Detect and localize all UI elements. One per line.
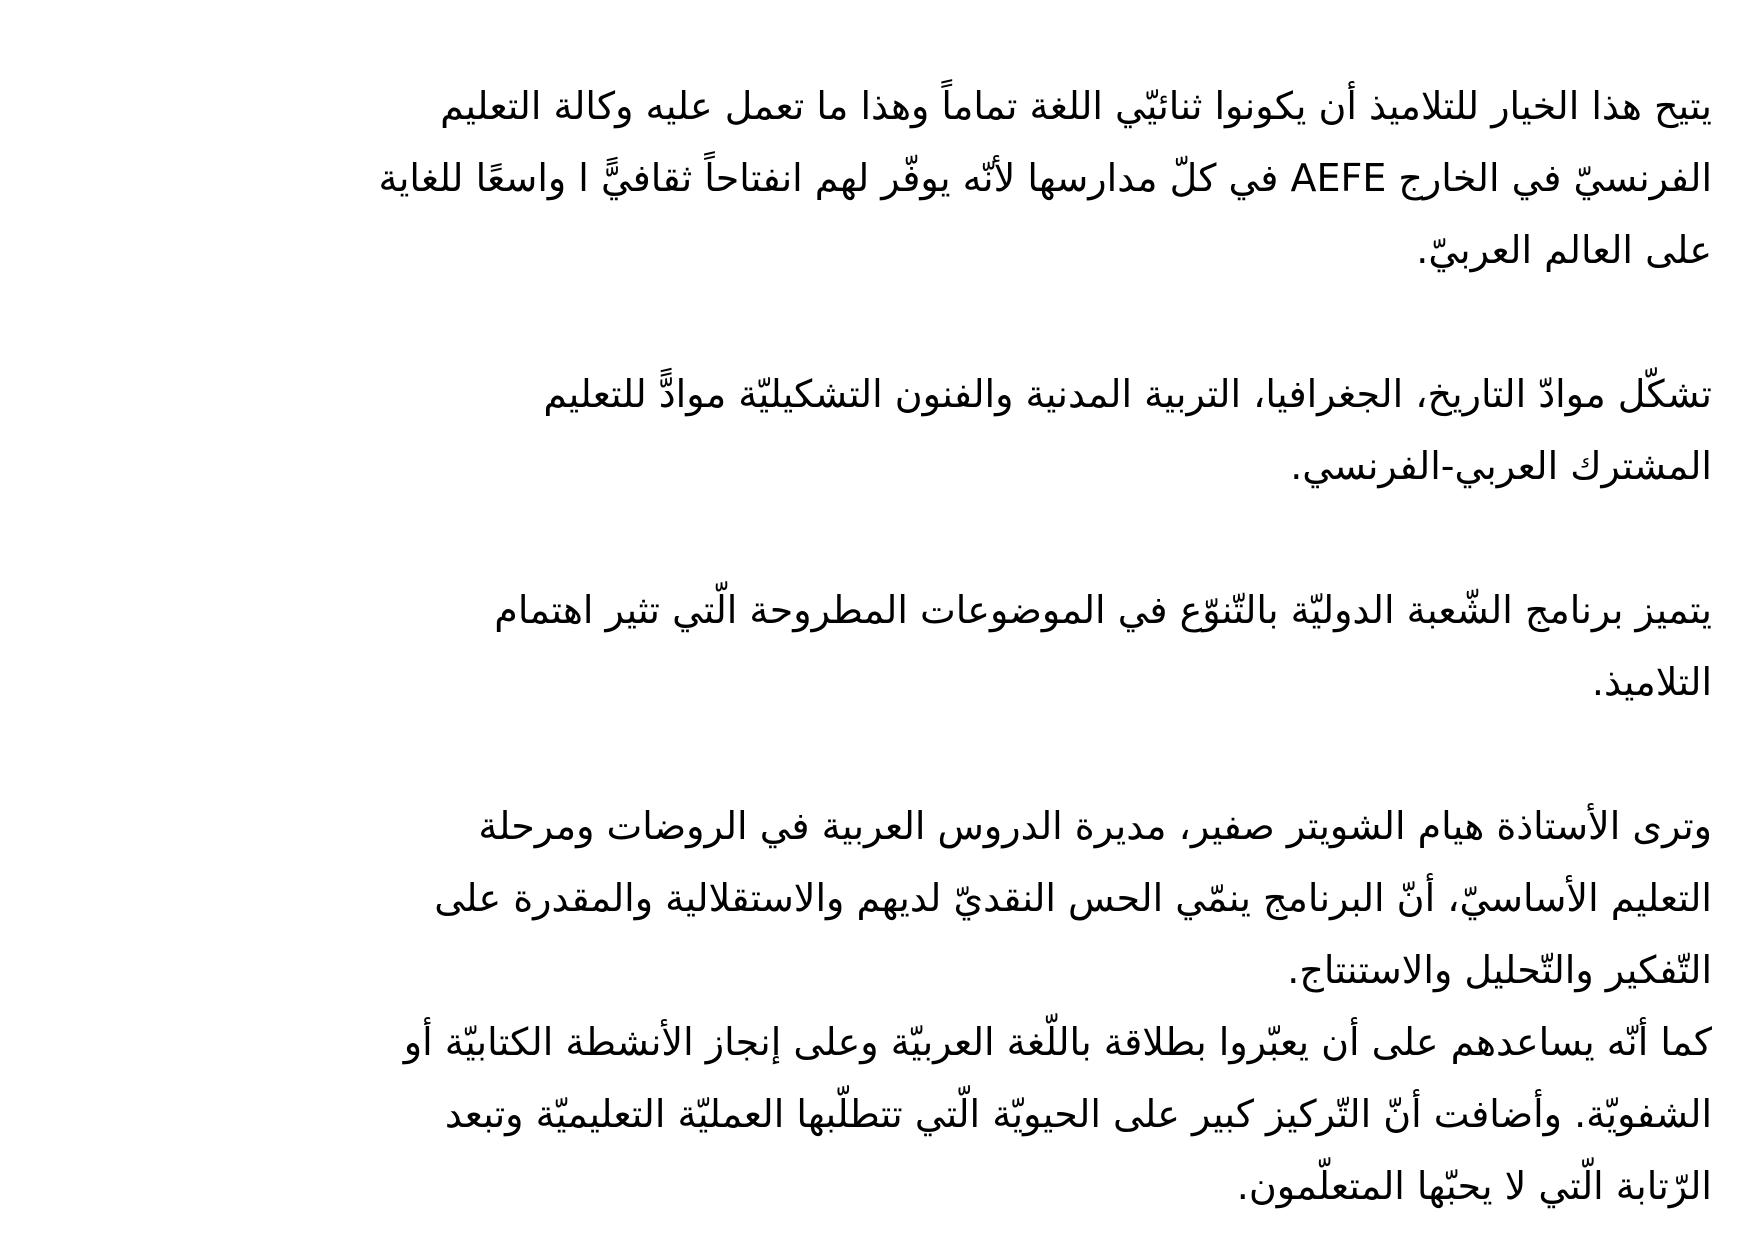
text-line: تشكّل موادّ التاريخ، الجغرافيا، التربية المدنية والفنون التشكيليّة موادًّ للتعليم	[543, 372, 1712, 416]
text-line: التّفكير والتّحليل والاستنتاج.	[1287, 948, 1712, 992]
paragraph-spacer	[100, 286, 1712, 358]
text-line: وترى الأستاذة هيام الشويتر صفير، مديرة الدروس العربية في الروضات ومرحلة	[478, 804, 1712, 848]
text-line: المشترك العربي-الفرنسي.	[1290, 444, 1712, 488]
paragraph-4	[100, 790, 1712, 1222]
text-line: يتيح هذا الخيار للتلاميذ أن يكونوا ثنائيّي اللغة تماماً وهذا ما تعمل عليه وكالة التعليم	[440, 84, 1712, 128]
text-line: كما أنّه يساعدهم على أن يعبّروا بطلاقة باللّغة العربيّة وعلى إنجاز الأنشطة الكتابيّة أو	[403, 1020, 1712, 1064]
paragraph-2	[100, 358, 1712, 502]
text-line: يتميز برنامج الشّعبة الدوليّة بالتّنوّع في الموضوعات المطروحة الّتي تثير اهتمام	[494, 588, 1712, 632]
text-line: التعليم الأساسيّ، أنّ البرنامج ينمّي الحس النقديّ لديهم والاستقلالية والمقدرة على	[434, 876, 1712, 920]
text-line: التلاميذ.	[1591, 660, 1712, 704]
paragraph-spacer	[100, 718, 1712, 790]
paragraph-spacer	[100, 502, 1712, 574]
paragraph-1	[100, 70, 1712, 286]
text-line: الرّتابة الّتي لا يحبّها المتعلّمون.	[1236, 1164, 1712, 1208]
text-line: الفرنسيّ في الخارج AEFE في كلّ مدارسها لأنّه يوفّر لهم انفتاحاً ثقافيًّ ا واسعًا للغاية	[378, 156, 1712, 200]
paragraph-3	[100, 574, 1712, 718]
text-line: على العالم العربيّ.	[1416, 228, 1712, 272]
text-line: الشفويّة. وأضافت أنّ التّركيز كبير على الحيويّة الّتي تتطلّبها العمليّة التعليميّة وتبعد	[444, 1092, 1712, 1136]
document-body	[100, 70, 1712, 1222]
